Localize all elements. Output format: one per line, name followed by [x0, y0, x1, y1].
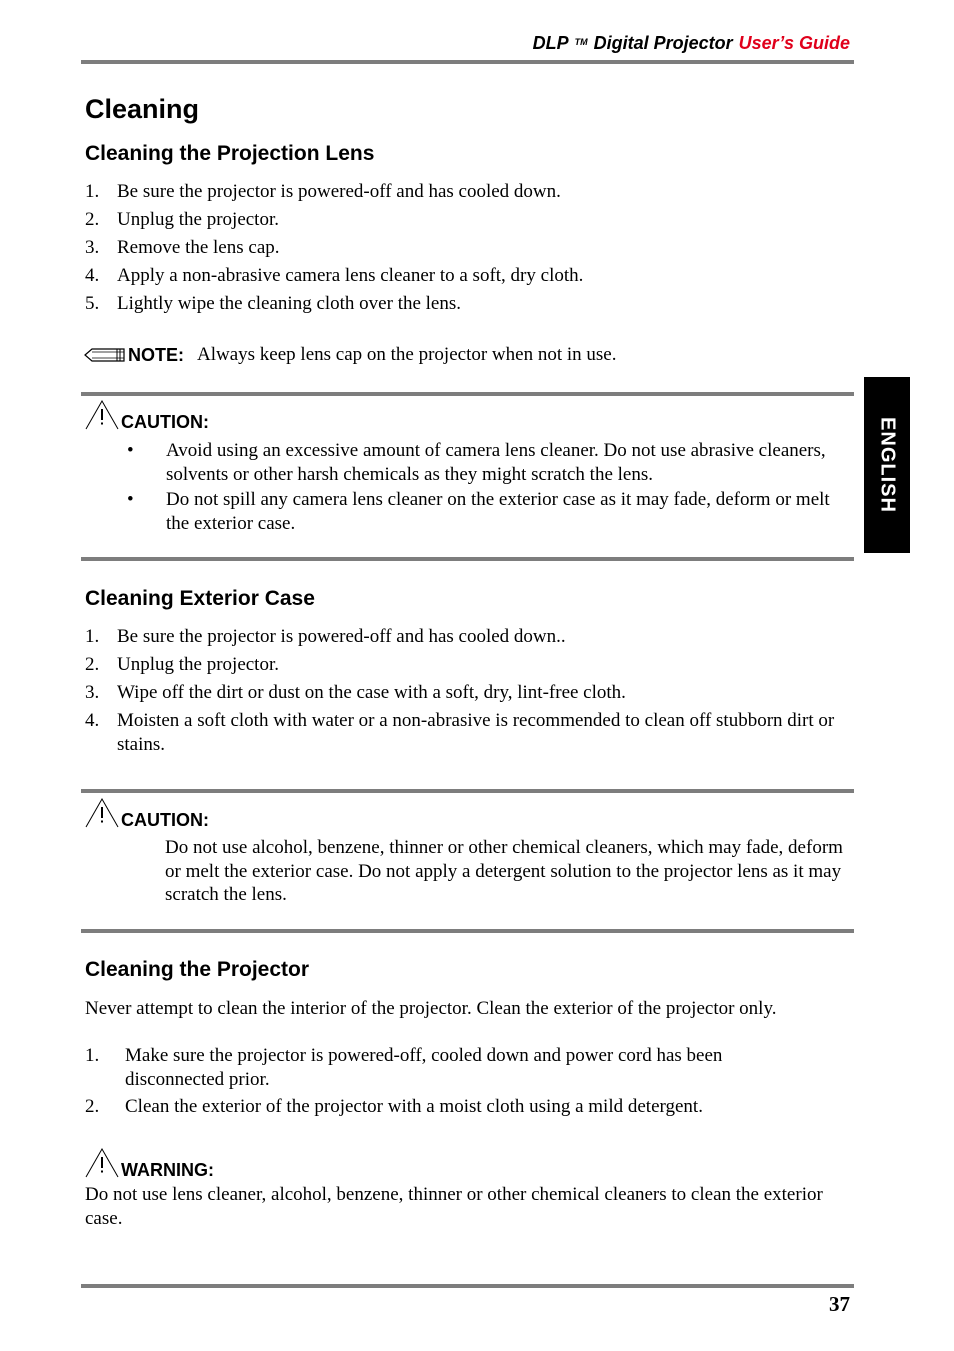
warning-triangle-icon	[84, 398, 120, 432]
pencil-note-icon	[84, 345, 128, 365]
list-number: 4.	[85, 265, 100, 286]
list-number: 2.	[85, 654, 100, 675]
list-text: Wipe off the dirt or dust on the case with a soft, dry, lint-free cloth.	[117, 682, 626, 703]
projector-intro: Never attempt to clean the interior of the projector. Clean the exterior of the projector only.	[85, 998, 777, 1019]
warning-text: Do not use lens cleaner, alcohol, benzene, thinner or other chemical cleaners to clean the exterior case.	[85, 1184, 823, 1229]
caution-rule-top	[81, 789, 854, 793]
list-number: 3.	[85, 682, 100, 703]
list-text: Apply a non-abrasive camera lens cleaner to a soft, dry cloth.	[117, 265, 584, 286]
caution-bullet-text: Avoid using an excessive amount of camera lens cleaner. Do not use abrasive cleaners, solvents or other harsh chemicals as they might scratch the lens.	[166, 440, 826, 485]
warning-triangle-icon	[84, 1146, 120, 1180]
list-number: 4.	[85, 710, 100, 731]
list-number: 3.	[85, 237, 100, 258]
list-number: 2.	[85, 209, 100, 230]
caution-text: Do not use alcohol, benzene, thinner or other chemical cleaners, which may fade, deform or melt the exterior case. Do not apply a detergent solution to the projector lens as it may scratch the lens.	[165, 837, 843, 905]
list-text: Be sure the projector is powered-off and has cooled down.	[117, 181, 561, 202]
warning-label: WARNING:	[121, 1160, 214, 1180]
caution-bullet-text: Do not spill any camera lens cleaner on the exterior case as it may fade, deform or melt the exterior case.	[166, 489, 830, 534]
bullet-icon: •	[127, 489, 134, 510]
list-text: Be sure the projector is powered-off and has cooled down..	[117, 626, 566, 647]
language-tab-label: ENGLISH	[876, 417, 899, 513]
caution-rule-bottom	[81, 929, 854, 933]
header-rule	[81, 60, 854, 64]
page-title: Cleaning	[85, 94, 200, 124]
list-text: Remove the lens cap.	[117, 237, 280, 258]
section-heading-projector: Cleaning the Projector	[85, 958, 310, 981]
list-text: Clean the exterior of the projector with a moist cloth using a mild detergent.	[125, 1096, 703, 1117]
note-text: Always keep lens cap on the projector when not in use.	[197, 344, 617, 365]
header-dlp: DLP	[532, 33, 569, 53]
list-number: 5.	[85, 293, 100, 314]
list-text: Unplug the projector.	[117, 209, 279, 230]
language-tab	[864, 377, 910, 553]
caution-rule-bottom	[81, 557, 854, 561]
caution-rule-top	[81, 392, 854, 396]
list-text: Make sure the projector is powered-off, cooled down and power cord has been disconnected prior.	[125, 1045, 723, 1090]
list-number: 2.	[85, 1096, 100, 1117]
header-users-guide: User’s Guide	[738, 33, 850, 53]
running-header	[533, 33, 850, 54]
list-text: Unplug the projector.	[117, 654, 279, 675]
caution-label: CAUTION:	[121, 810, 209, 830]
list-number: 1.	[85, 626, 100, 647]
section-heading-lens: Cleaning the Projection Lens	[85, 142, 375, 165]
footer-rule	[81, 1284, 854, 1288]
list-number: 1.	[85, 181, 100, 202]
list-number: 1.	[85, 1045, 100, 1066]
warning-triangle-icon	[84, 796, 120, 830]
header-trademark: TM	[574, 37, 588, 47]
caution-label: CAUTION:	[121, 412, 209, 432]
list-text: Moisten a soft cloth with water or a non-abrasive is recommended to clean off stubborn dirt or stains.	[117, 710, 835, 755]
header-digital-projector: Digital Projector	[593, 33, 733, 53]
bullet-icon: •	[127, 440, 134, 461]
list-text: Lightly wipe the cleaning cloth over the lens.	[117, 293, 462, 314]
page-number: 37	[829, 1292, 850, 1316]
note-label: NOTE:	[128, 345, 184, 365]
section-heading-exterior: Cleaning Exterior Case	[85, 587, 315, 610]
